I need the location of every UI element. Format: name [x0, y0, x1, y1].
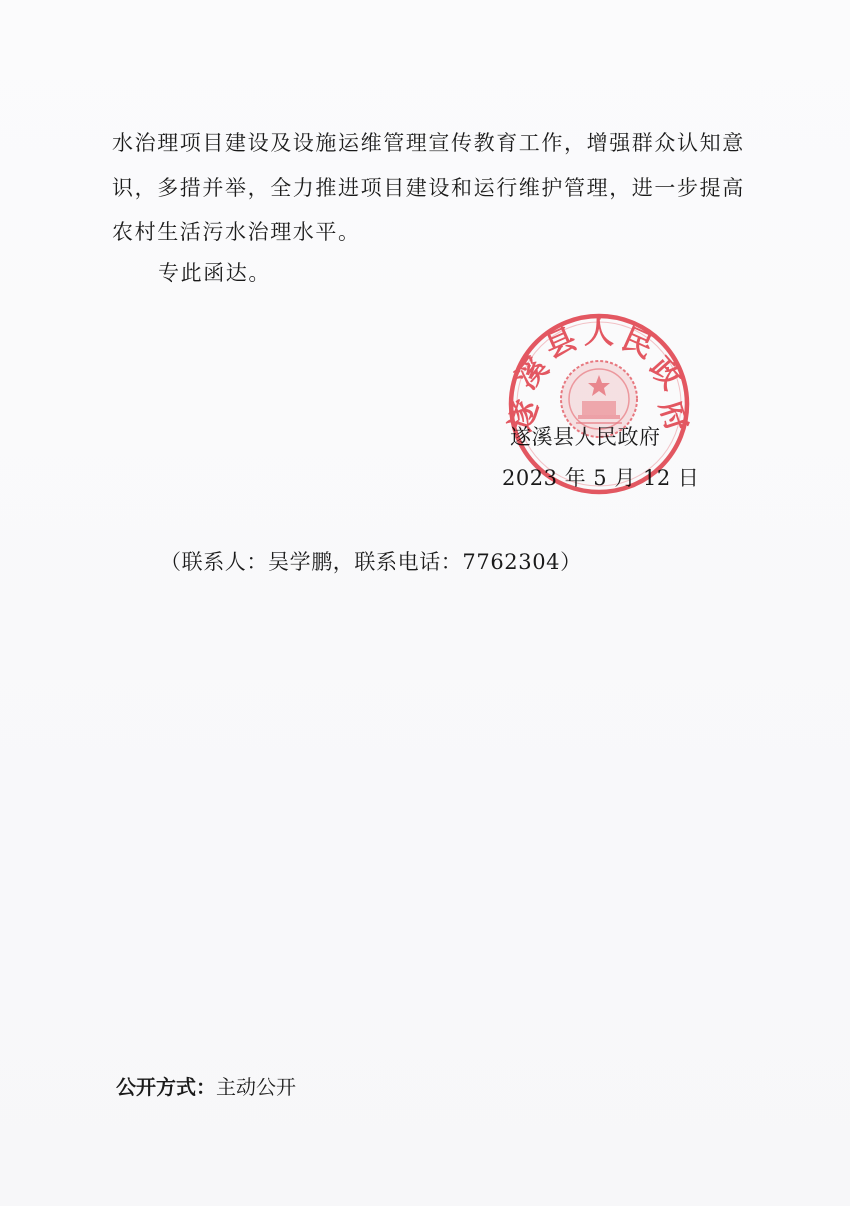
disclosure-method — [116, 1072, 296, 1102]
seal-char: 遂 — [503, 396, 546, 436]
seal-char: 县 — [539, 321, 582, 366]
body-text-line: 水治理项目建设及设施运维管理宣传教育工作，增强群众认知意 — [112, 131, 745, 155]
contact-info: （联系人：吴学鹏，联系电话：7762304） — [160, 550, 582, 574]
disclosure-label: 公开方式： — [116, 1075, 216, 1099]
official-seal — [503, 311, 695, 497]
seal-char: 民 — [616, 321, 659, 366]
signature-date: 2023 年 5 月 12 日 — [502, 466, 700, 490]
seal-char: 府 — [652, 396, 695, 436]
seal-char: 溪 — [509, 350, 556, 397]
signature-organization: 遂溪县人民政府 — [510, 425, 661, 449]
body-text-line: 识，多措并举，全力推进项目建设和运行维护管理，进一步提高 — [112, 176, 745, 200]
national-emblem-icon — [561, 361, 637, 437]
disclosure-value: 主动公开 — [216, 1075, 296, 1099]
seal-char: 人 — [584, 316, 614, 351]
body-text-line: 农村生活污水治理水平。 — [112, 220, 361, 244]
closing-text: 专此函达。 — [158, 261, 271, 285]
seal-char: 政 — [642, 350, 689, 397]
